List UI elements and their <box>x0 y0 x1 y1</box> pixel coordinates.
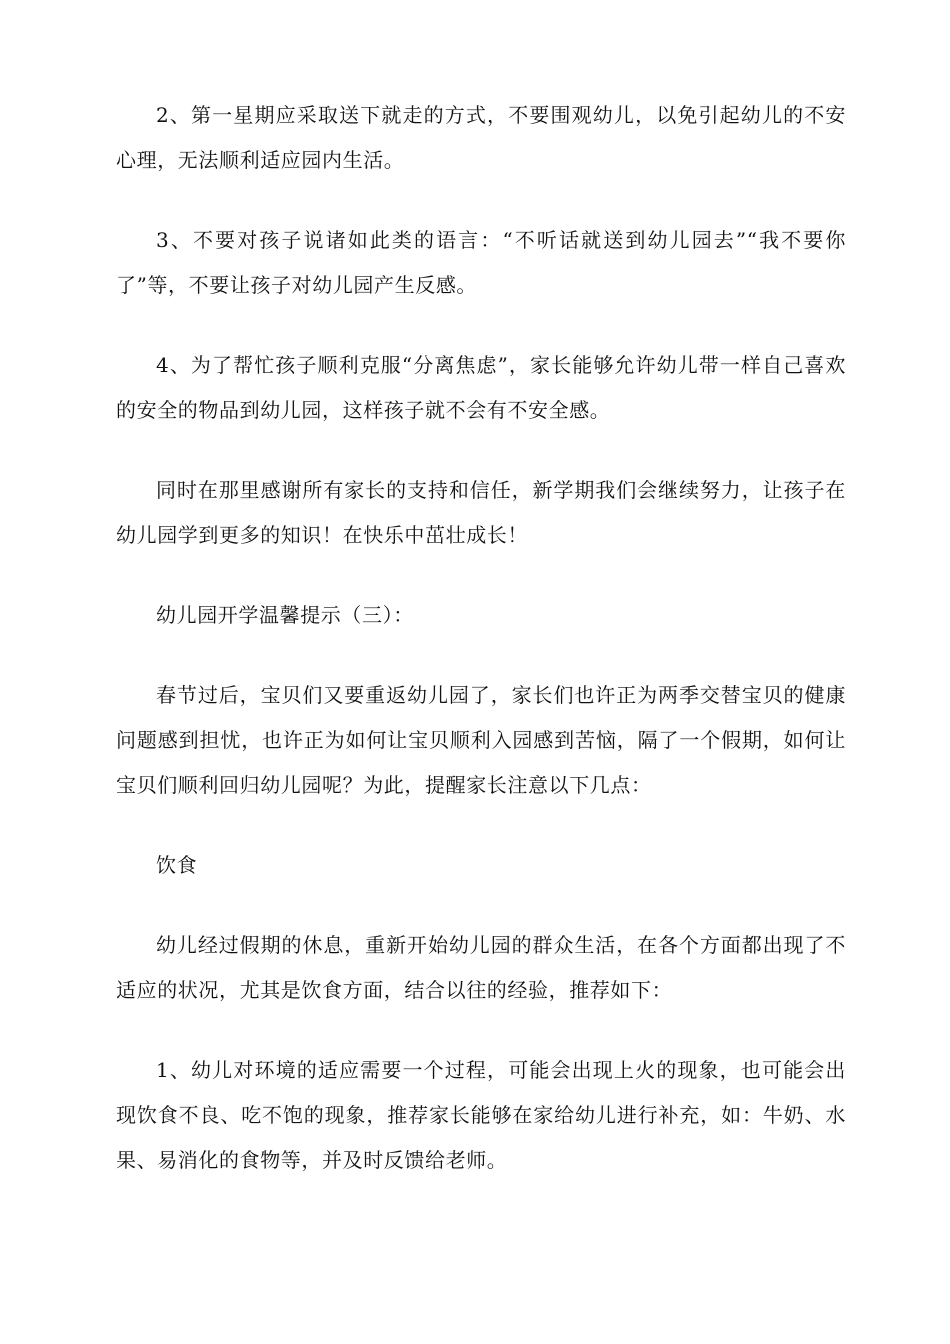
paragraph-tip-2: 2、第一星期应采取送下就走的方式，不要围观幼儿，以免引起幼儿的不安心理，无法顺利适应园内生活。 <box>116 103 846 172</box>
paragraph-tip-4: 4、为了帮忙孩子顺利克服“分离焦虑”，家长能够允许幼儿带一样自己喜欢的安全的物品到幼儿园，这样孩子就不会有不安全感。 <box>116 353 846 422</box>
paragraph-intro: 春节过后，宝贝们又要重返幼儿园了，家长们也许正为两季交替宝贝的健康问题感到担忧，也许正为如何让宝贝顺利入园感到苦恼，隔了一个假期，如何让宝贝们顺利回归幼儿园呢？为此，提醒家长注意以下几点： <box>116 683 846 797</box>
paragraph-tip-3: 3、不要对孩子说诸如此类的语言：“不听话就送到幼儿园去”“我不要你了”等，不要让孩子对幼儿园产生反感。 <box>116 228 846 297</box>
paragraph-diet-tip-1: 1、幼儿对环境的适应需要一个过程，可能会出现上火的现象，也可能会出现饮食不良、吃不饱的现象，推荐家长能够在家给幼儿进行补充，如：牛奶、水果、易消化的食物等，并及时反馈给老师。 <box>116 1058 846 1172</box>
subheading-diet: 饮食 <box>156 853 198 877</box>
document-body <box>116 93 846 1218</box>
paragraph-diet-overview: 幼儿经过假期的休息，重新开始幼儿园的群众生活，在各个方面都出现了不适应的状况，尤其是饮食方面，结合以往的经验，推荐如下： <box>116 933 846 1002</box>
paragraph-thanks: 同时在那里感谢所有家长的支持和信任，新学期我们会继续努力，让孩子在幼儿园学到更多的知识！在快乐中茁壮成长！ <box>116 478 846 547</box>
section-heading-tips-three: 幼儿园开学温馨提示（三）： <box>156 603 414 627</box>
